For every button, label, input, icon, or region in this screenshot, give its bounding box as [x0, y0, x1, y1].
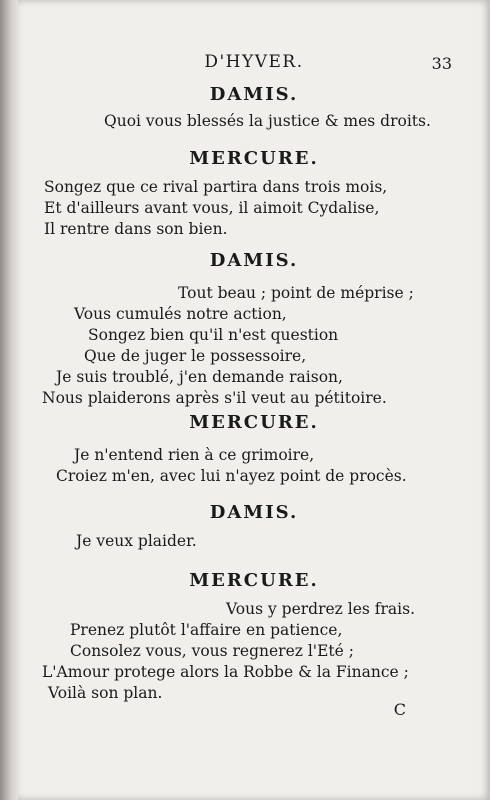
- speech-mercure-1: [18, 148, 490, 240]
- page-header: [18, 52, 490, 76]
- verse-line: Que de juger le possessoire,: [84, 347, 307, 365]
- verse-line: Prenez plutôt l'affaire en patience,: [70, 621, 343, 639]
- verse-line: Je veux plaider.: [76, 532, 197, 550]
- verse-line: Songez que ce rival partira dans trois mois,: [44, 178, 388, 196]
- verse-line: Voilà son plan.: [48, 684, 163, 702]
- verse-line: Quoi vous blessés la justice & mes droits.: [104, 112, 431, 130]
- page-number: 33: [431, 54, 452, 73]
- verse-line: Vous cumulés notre action,: [74, 305, 287, 323]
- verse-line: Il rentre dans son bien.: [44, 220, 228, 238]
- speech-damis-1: [18, 84, 490, 132]
- speech-damis-3: [18, 502, 490, 552]
- verse-line: Je suis troublé, j'en demande raison,: [56, 368, 343, 386]
- verse-line: Et d'ailleurs avant vous, il aimoit Cydalise,: [44, 199, 380, 217]
- running-head: D'HYVER.: [204, 52, 304, 72]
- verse-line: Nous plaiderons après s'il veut au pétitoire.: [42, 389, 387, 407]
- book-gutter: [0, 0, 18, 800]
- speaker-name: MERCURE.: [189, 148, 319, 169]
- speech-mercure-3: [18, 570, 490, 704]
- verse-line: Consolez vous, vous regnerez l'Eté ;: [70, 642, 354, 660]
- verse-line: Je n'entend rien à ce grimoire,: [74, 446, 315, 464]
- speaker-name: DAMIS.: [209, 84, 299, 105]
- verse-line: L'Amour protege alors la Robbe & la Finance ;: [42, 663, 409, 681]
- speech-mercure-2: [18, 412, 490, 487]
- verse-line: Croiez m'en, avec lui n'ayez point de procès.: [56, 467, 407, 485]
- signature-mark: C: [393, 700, 406, 719]
- speech-damis-2: [18, 250, 490, 409]
- speaker-name: MERCURE.: [189, 570, 319, 591]
- speaker-name: DAMIS.: [209, 502, 299, 523]
- speaker-name: DAMIS.: [209, 250, 299, 271]
- book-page: [18, 0, 490, 800]
- verse-line: Songez bien qu'il n'est question: [88, 326, 339, 344]
- verse-line: Tout beau ; point de méprise ;: [178, 284, 414, 302]
- verse-line: Vous y perdrez les frais.: [226, 600, 415, 618]
- speaker-name: MERCURE.: [189, 412, 319, 433]
